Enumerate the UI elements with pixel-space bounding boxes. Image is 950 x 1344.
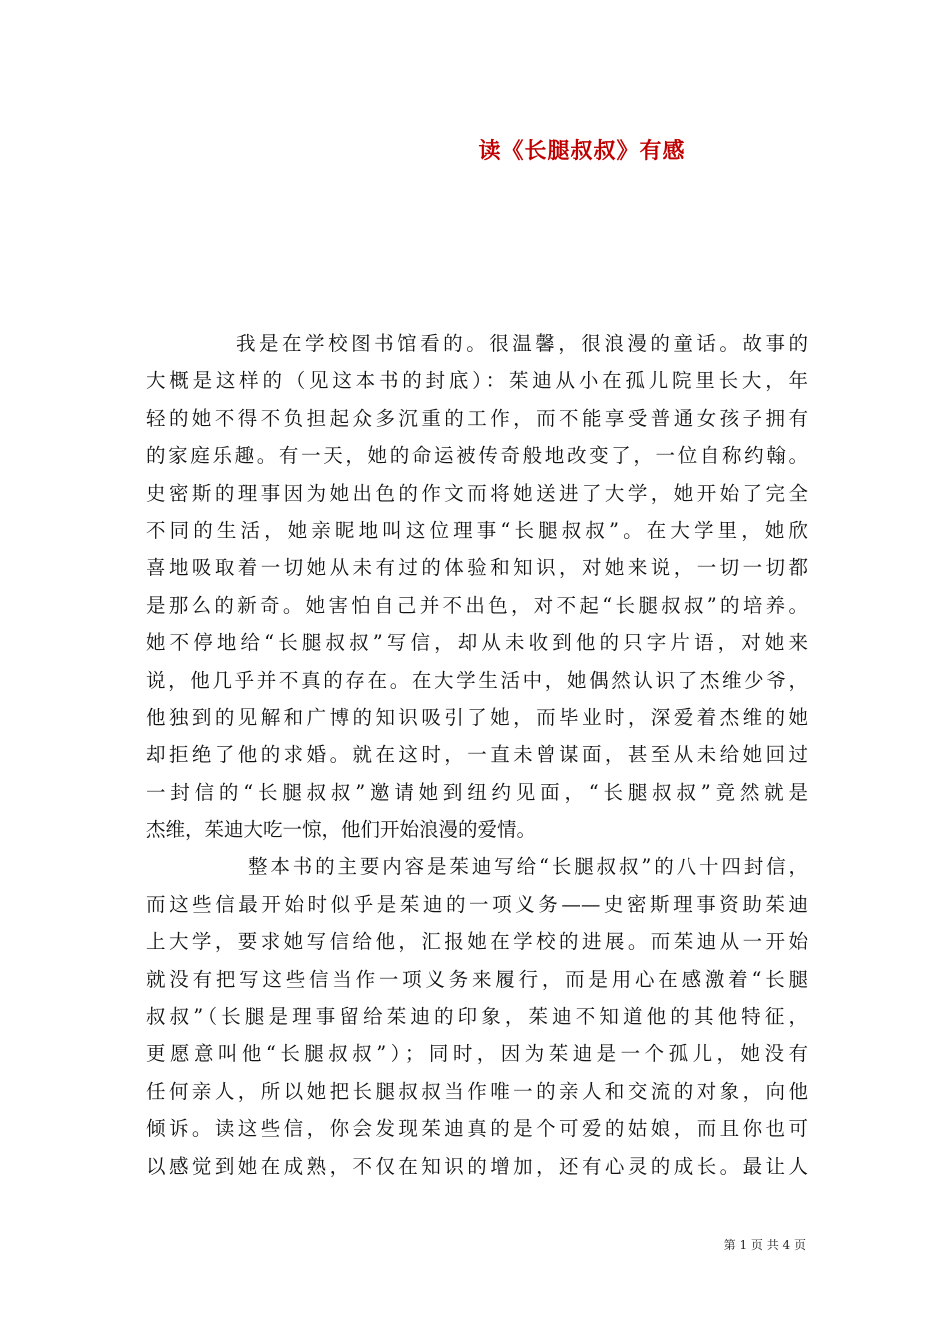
text-line: 任何亲人，所以她把长腿叔叔当作唯一的亲人和交流的对象，向他 — [146, 1079, 808, 1103]
text-line: 以感觉到她在成熟，不仅在知识的增加，还有心灵的成长。最让人 — [146, 1154, 808, 1178]
text-line: 就没有把写这些信当作一项义务来履行，而是用心在感激着“长腿 — [146, 967, 808, 991]
text-line: 她不停地给“长腿叔叔”写信，却从未收到他的只字片语，对她来 — [146, 631, 808, 655]
text-line: 上大学，要求她写信给他，汇报她在学校的进展。而茱迪从一开始 — [146, 930, 808, 954]
text-line: 是那么的新奇。她害怕自己并不出色，对不起“长腿叔叔”的培养。 — [146, 593, 808, 617]
text-line: 史密斯的理事因为她出色的作文而将她送进了大学，她开始了完全 — [146, 481, 808, 505]
text-line: 说，他几乎并不真的存在。在大学生活中，她偶然认识了杰维少爷， — [146, 668, 808, 692]
document-body — [146, 325, 808, 1185]
text-line: 整本书的主要内容是茱迪写给“长腿叔叔”的八十四封信， — [248, 855, 808, 879]
text-line: 叔叔”（长腿是理事留给茱迪的印象，茱迪不知道他的其他特征， — [146, 1005, 808, 1029]
paragraph — [146, 325, 808, 848]
text-line: 不同的生活，她亲昵地叫这位理事“长腿叔叔”。在大学里，她欣 — [146, 518, 808, 542]
text-line: 杰维，茱迪大吃一惊，他们开始浪漫的爱情。 — [146, 818, 537, 842]
text-line: 却拒绝了他的求婚。就在这时，一直未曾谋面，甚至从未给她回过 — [146, 743, 808, 767]
text-line: 轻的她不得不负担起众多沉重的工作，而不能享受普通女孩子拥有 — [146, 406, 808, 430]
paragraph — [146, 848, 808, 1185]
text-line: 一封信的“长腿叔叔”邀请她到纽约见面，“长腿叔叔”竟然就是 — [146, 780, 808, 804]
text-line: 更愿意叫他“长腿叔叔”）；同时，因为茱迪是一个孤儿，她没有 — [146, 1042, 808, 1066]
text-line: 倾诉。读这些信，你会发现茱迪真的是个可爱的姑娘，而且你也可 — [146, 1117, 808, 1141]
text-line: 我是在学校图书馆看的。很温馨，很浪漫的童话。故事的 — [236, 332, 808, 355]
text-line: 喜地吸取着一切她从未有过的体验和知识，对她来说，一切一切都 — [146, 556, 808, 580]
text-line: 他独到的见解和广博的知识吸引了她，而毕业时，深爱着杰维的她 — [146, 705, 808, 729]
document-title: 读《长腿叔叔》有感 — [478, 138, 686, 164]
text-line: 而这些信最开始时似乎是茱迪的一项义务——史密斯理事资助茱迪 — [146, 892, 808, 916]
text-line: 的家庭乐趣。有一天，她的命运被传奇般地改变了，一位自称约翰。 — [146, 444, 808, 468]
text-line: 大概是这样的（见这本书的封底）：茱迪从小在孤儿院里长大，年 — [146, 369, 808, 393]
page-footer: 第 1 页 共 4 页 — [723, 1238, 806, 1252]
